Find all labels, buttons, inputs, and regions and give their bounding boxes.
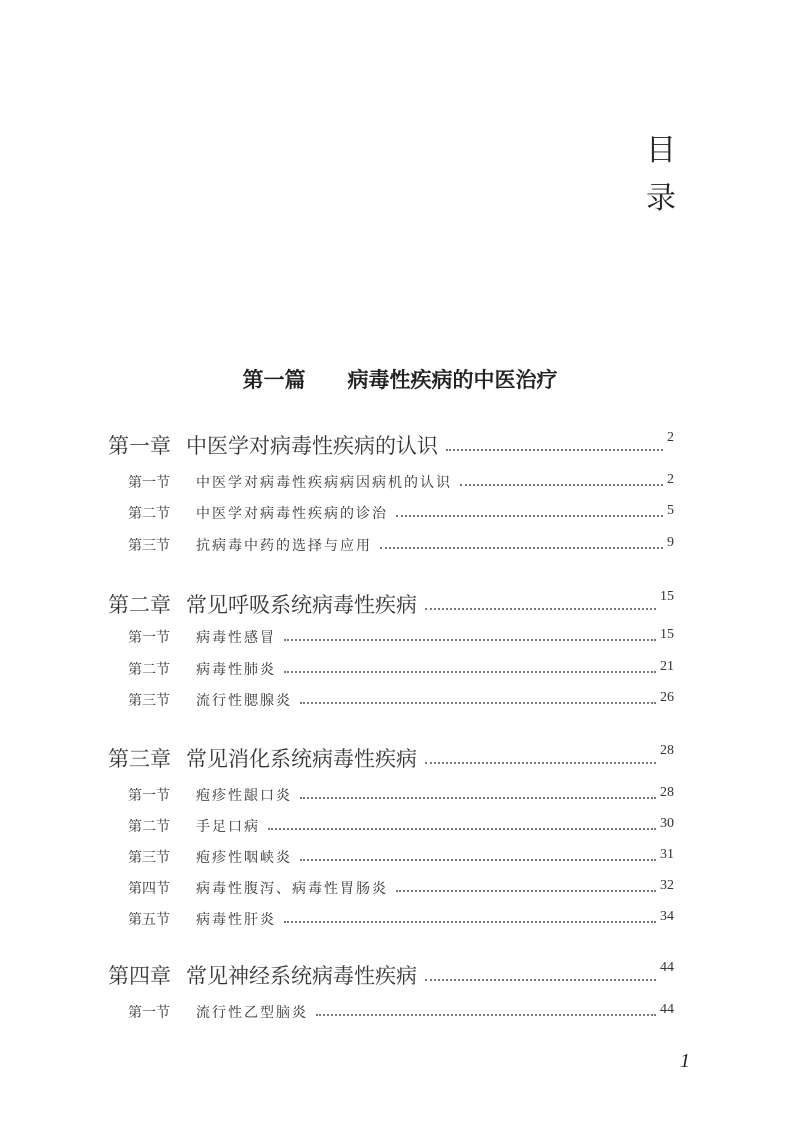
toc-entry-page: 15: [660, 589, 674, 604]
toc-entry-label: 第二节: [128, 662, 170, 678]
toc-entry-title: 流行性乙型脑炎: [196, 1005, 308, 1021]
toc-entry-title: 疱疹性龈口炎: [196, 788, 292, 804]
toc-entry-title: 中医学对病毒性疾病的认识: [186, 434, 438, 458]
toc-entry-label: 第三节: [128, 538, 170, 554]
toc-entry-page: 21: [660, 659, 674, 674]
page-number: 1: [680, 1050, 690, 1072]
toc-entry-title: 常见神经系统病毒性疾病: [186, 964, 417, 988]
leader-dots: [425, 762, 656, 764]
leader-dots: [268, 828, 656, 830]
toc-entry-page: 44: [660, 1002, 674, 1017]
toc-entry-page: 44: [660, 960, 674, 975]
toc-entry-page: 34: [660, 909, 674, 924]
toc-entry-page: 2: [667, 472, 674, 487]
toc-entry-label: 第一节: [128, 630, 170, 646]
toc-entry-title: 病毒性肺炎: [196, 662, 276, 678]
toc-entry-title: 抗病毒中药的选择与应用: [196, 538, 372, 554]
toc-title-char: 目: [646, 133, 676, 168]
toc-entry-label: 第一章: [108, 434, 171, 458]
toc-entry-title: 常见消化系统病毒性疾病: [186, 747, 417, 771]
part-heading: 第一篇 病毒性疾病的中医治疗: [242, 367, 558, 392]
toc-entry-label: 第二节: [128, 506, 170, 522]
toc-entry-page: 28: [660, 743, 674, 758]
toc-entry-label: 第一节: [128, 475, 170, 491]
toc-entry-label: 第三节: [128, 693, 170, 709]
leader-dots: [425, 608, 656, 610]
toc-entry-title: 病毒性腹泻、病毒性胃肠炎: [196, 881, 388, 897]
leader-dots: [300, 797, 656, 799]
toc-entry-title: 手足口病: [196, 819, 260, 835]
toc-entry-page: 32: [660, 878, 674, 893]
toc-entry-title: 疱疹性咽峡炎: [196, 850, 292, 866]
toc-entry-label: 第二章: [108, 593, 171, 617]
toc-entry-label: 第二节: [128, 819, 170, 835]
leader-dots: [284, 921, 656, 923]
toc-entry-page: 30: [660, 816, 674, 831]
toc-entry-title: 病毒性肝炎: [196, 912, 276, 928]
toc-entry-page: 28: [660, 785, 674, 800]
leader-dots: [396, 515, 663, 517]
leader-dots: [460, 484, 663, 486]
leader-dots: [380, 547, 663, 549]
toc-entry-label: 第三章: [108, 747, 171, 771]
toc-entry-label: 第一节: [128, 788, 170, 804]
toc-entry-page: 9: [667, 535, 674, 550]
leader-dots: [396, 890, 656, 892]
toc-entry-label: 第五节: [128, 912, 170, 928]
leader-dots: [425, 979, 656, 981]
toc-entry-label: 第一节: [128, 1005, 170, 1021]
leader-dots: [284, 639, 656, 641]
toc-entry-title: 病毒性感冒: [196, 630, 276, 646]
toc-entry-page: 15: [660, 627, 674, 642]
leader-dots: [446, 449, 663, 451]
leader-dots: [284, 671, 656, 673]
toc-entry-label: 第四章: [108, 964, 171, 988]
toc-entry-label: 第四节: [128, 881, 170, 897]
toc-entry-title: 常见呼吸系统病毒性疾病: [186, 593, 417, 617]
toc-entry-page: 26: [660, 690, 674, 705]
leader-dots: [300, 859, 656, 861]
toc-entry-page: 31: [660, 847, 674, 862]
toc-entry-title: 中医学对病毒性疾病病因病机的认识: [196, 475, 452, 491]
leader-dots: [300, 702, 656, 704]
toc-entry-title: 流行性腮腺炎: [196, 693, 292, 709]
toc-entry-page: 2: [667, 430, 674, 445]
toc-entry-page: 5: [667, 503, 674, 518]
toc-entry-label: 第三节: [128, 850, 170, 866]
leader-dots: [316, 1014, 656, 1016]
toc-entry-title: 中医学对病毒性疾病的诊治: [196, 506, 388, 522]
toc-title-char: 录: [646, 181, 676, 216]
